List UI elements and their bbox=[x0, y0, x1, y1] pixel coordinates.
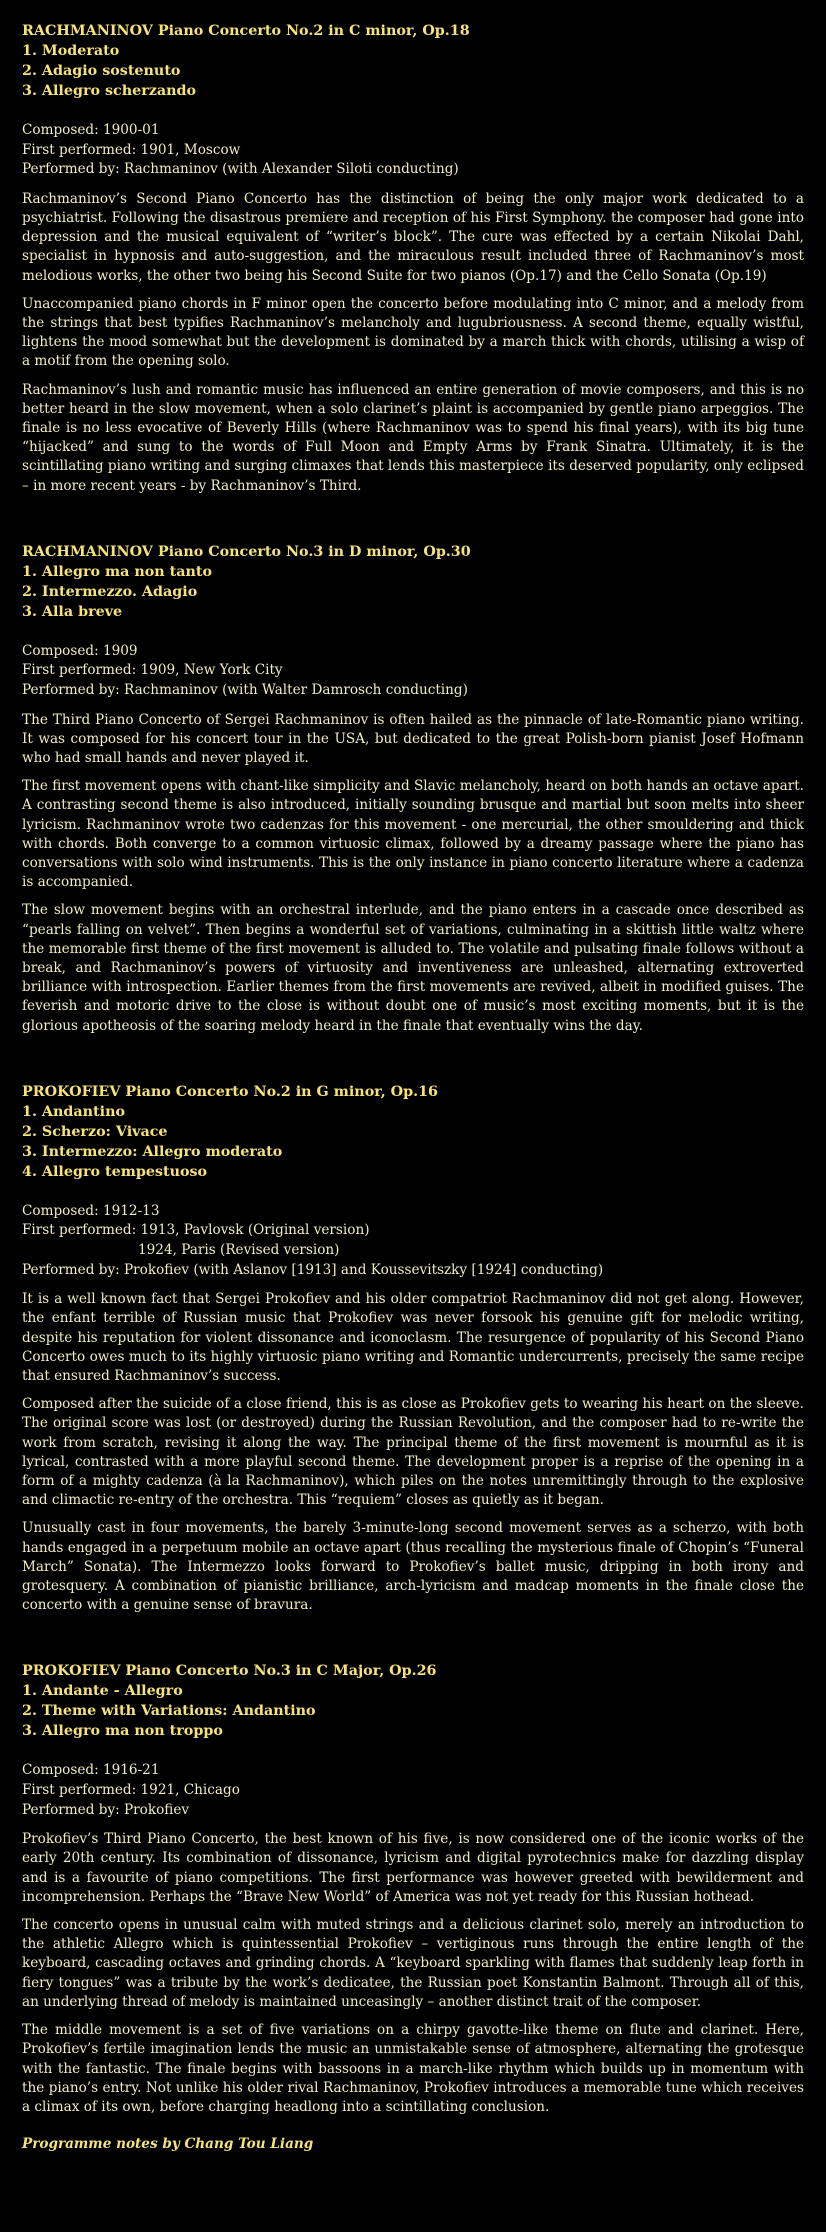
movement-item: 2. Theme with Variations: Andantino bbox=[22, 1703, 316, 1720]
composition-details bbox=[22, 1761, 804, 1820]
concerto-section bbox=[22, 542, 804, 1036]
movement-item: 2. Scherzo: Vivace bbox=[22, 1123, 168, 1140]
movement-item: 2. Intermezzo. Adagio bbox=[22, 583, 198, 600]
note-paragraph: The middle movement is a set of five variations on a chirpy gavotte-like theme on flute and clarinet. Here, Prokofiev’s fertile imagination lends the music an unmistakable sense of atmosphere, alternating the grotesque with the fantastic. The finale begins with bassoons in a march-like rhythm which builds up in momentum with the piano’s entry. Not unlike his older rival Rachmaninov, Prokofiev introduces a memorable tune which receives a climax of its own, before charging headlong into a scintillating conclusion. bbox=[22, 2022, 804, 2115]
movement-item: 3. Allegro ma non troppo bbox=[22, 1723, 223, 1740]
concerto-heading: RACHMANINOV Piano Concerto No.3 in D minor, Op.30 bbox=[22, 543, 471, 560]
composition-details bbox=[22, 1202, 804, 1280]
first-performed-line-revised: 1924, Paris (Revised version) bbox=[138, 1242, 340, 1259]
note-paragraph: Composed after the suicide of a close friend, this is as close as Prokofiev gets to wearing his heart on the sleeve. The original score was lost (or destroyed) during the Russian Revolution, and the composer had to re-write the work from scratch, revising it along the way. The principal theme of the first movement is mournful as it is lyrical, contrasted with a more playful second theme. The development proper is a reprise of the opening in a form of a mighty cadenza (à la Rachmaninov), which piles on the notes unremittingly through to the explosive and climactic re-entry of the orchestra. This “requiem” closes as quietly as it began. bbox=[22, 1396, 804, 1509]
note-paragraph: The first movement opens with chant-like simplicity and Slavic melancholy, heard on both hands an octave apart. A contrasting second theme is also introduced, initially sounding brusque and martial but soon melts into sheer lyricism. Rachmaninov wrote two cadenzas for this movement - one mercurial, the other smouldering and thick with chords. Both converge to a common virtuosic climax, followed by a dreamy passage where the piano has conversations with solo wind instruments. This is the only instance in piano concerto literature where a cadenza is accompanied. bbox=[22, 778, 804, 891]
performed-by-line: Performed by: Prokofiev (with Aslanov [1913] and Koussevitszky [1924] conducting) bbox=[22, 1261, 604, 1278]
composition-details bbox=[22, 121, 804, 180]
movement-item: 1. Moderato bbox=[22, 43, 120, 59]
concerto-section bbox=[22, 1082, 804, 1616]
note-paragraph: The Third Piano Concerto of Sergei Rachmaninov is often hailed as the pinnacle of late-Romantic piano writing. It was composed for his concert tour in the USA, but dedicated to the great Polish-born pianist Josef Hofmann who had small hands and never played it. bbox=[22, 711, 804, 767]
composition-details bbox=[22, 642, 804, 701]
concerto-section bbox=[22, 1661, 804, 2117]
note-paragraph: Rachmaninov’s Second Piano Concerto has the distinction of being the only major work dedicated to a psychiatrist. Following the disastrous premiere and reception of his First Symphony. the composer had gone into depression and the musical equivalent of “writer’s block”. The cure was effected by a certain Nikolai Dahl, specialist in hypnosis and auto-suggestion, and the miraculous result included three of Rachmaninov’s most melodious works, the other two being his Second Suite for two pianos (Op.17) and the Cello Sonata (Op.19) bbox=[22, 190, 804, 284]
concerto-heading: PROKOFIEV Piano Concerto No.2 in G minor, Op.16 bbox=[22, 1083, 439, 1100]
movement-item: 1. Allegro ma non tanto bbox=[22, 563, 213, 580]
concerto-heading: RACHMANINOV Piano Concerto No.2 in C minor, Op.18 bbox=[22, 23, 470, 39]
note-paragraph: Prokofiev’s Third Piano Concerto, the best known of his five, is now considered one of the iconic works of the early 20th century. Its combination of dissonance, lyricism and digital pyrotechnics make for dazzling display and is a favourite of piano competitions. The first performance was however greeted with bewilderment and incomprehension. Perhaps the “Brave New World” of America was not yet ready for this Russian hothead. bbox=[22, 1831, 804, 1905]
composed-line: Composed: 1916-21 bbox=[22, 1762, 160, 1779]
movement-item: 3. Allegro scherzando bbox=[22, 83, 197, 99]
note-paragraph: It is a well known fact that Sergei Prokofiev and his older compatriot Rachmaninov did not get along. However, the enfant terrible of Russian music that Prokofiev was never forsook his genuine gift for melodic writing, despite his reputation for violent dissonance and iconoclasm. The resurgence of popularity of his Second Piano Concerto owes much to its highly virtuosic piano writing and Romantic undercurrents, precisely the same recipe that ensured Rachmaninov’s success. bbox=[22, 1291, 804, 1385]
note-paragraph: Unusually cast in four movements, the barely 3-minute-long second movement serves as a scherzo, with both hands engaged in a perpetuum mobile an octave apart (thus recalling the mysterious finale of Chopin’s “Funeral March” Sonata). The Intermezzo looks forward to Prokofiev’s ballet music, dripping in both irony and grotesquery. A combination of pianistic brilliance, arch-lyricism and madcap moments in the finale close the concerto with a genuine sense of bravura. bbox=[22, 1520, 804, 1614]
composed-line: Composed: 1900-01 bbox=[22, 122, 160, 138]
performed-by-line: Performed by: Prokofiev bbox=[22, 1801, 190, 1818]
movement-item: 3. Alla breve bbox=[22, 603, 123, 620]
movement-item: 2. Adagio sostenuto bbox=[22, 63, 181, 79]
performed-by-line: Performed by: Rachmaninov (with Walter Damrosch conducting) bbox=[22, 682, 468, 699]
first-performed-line: First performed: 1913, Pavlovsk (Original version) bbox=[22, 1222, 370, 1239]
movement-item: 4. Allegro tempestuoso bbox=[22, 1163, 208, 1180]
movement-item: 3. Intermezzo: Allegro moderato bbox=[22, 1143, 283, 1160]
composed-line: Composed: 1912-13 bbox=[22, 1202, 160, 1219]
performed-by-line: Performed by: Rachmaninov (with Alexander Siloti conducting) bbox=[22, 161, 459, 178]
movement-item: 1. Andante - Allegro bbox=[22, 1683, 183, 1700]
note-paragraph: Rachmaninov’s lush and romantic music has influenced an entire generation of movie composers, and this is no better heard in the slow movement, when a solo clarinet’s plaint is accompanied by gentle piano arpeggios. The finale is no less evocative of Beverly Hills (where Rachmaninov was to spend his final years), with its big tune “hijacked” and sung to the words of Full Moon and Empty Arms by Frank Sinatra. Ultimately, it is the scintillating piano writing and surging climaxes that lends this masterpiece its deserved popularity, only eclipsed – in more recent years - by Rachmaninov’s Third. bbox=[22, 381, 804, 494]
first-performed-line: First performed: 1909, New York City bbox=[22, 662, 283, 679]
concerto-heading: PROKOFIEV Piano Concerto No.3 in C Major, Op.26 bbox=[22, 1663, 437, 1680]
first-performed-line: First performed: 1921, Chicago bbox=[22, 1782, 240, 1799]
concerto-section bbox=[22, 21, 804, 496]
programme-notes-credit: Programme notes by Chang Tou Liang bbox=[22, 2136, 314, 2153]
note-paragraph: The concerto opens in unusual calm with muted strings and a delicious clarinet solo, merely an introduction to the athletic Allegro which is quintessential Prokofiev – vertiginous runs through the entire length of the keyboard, cascading octaves and grinding chords. A “keyboard sparkling with flames that suddenly leap forth in fiery tongues” was a tribute by the work’s dedicatee, the Russian poet Konstantin Balmont. Through all of this, an underlying thread of melody is maintained unceasingly – another distinct trait of the composer. bbox=[22, 1917, 804, 2010]
movement-item: 1. Andantino bbox=[22, 1103, 126, 1120]
note-paragraph: The slow movement begins with an orchestral interlude, and the piano enters in a cascade once described as “pearls falling on velvet”. Then begins a wonderful set of variations, culminating in a skittish little waltz where the memorable first theme of the first movement is alluded to. The volatile and pulsating finale follows without a break, and Rachmaninov’s powers of virtuosity and inventiveness are unleashed, alternating extroverted brilliance with introspection. Earlier themes from the first movements are revived, albeit in modified guises. The feverish and motoric drive to the close is without doubt one of music’s most exciting moments, but it is the glorious apotheosis of the soaring melody heard in the finale that eventually wins the day. bbox=[22, 902, 804, 1034]
first-performed-line: First performed: 1901, Moscow bbox=[22, 141, 241, 158]
composed-line: Composed: 1909 bbox=[22, 642, 138, 659]
note-paragraph: Unaccompanied piano chords in F minor open the concerto before modulating into C minor, and a melody from the strings that best typifies Rachmaninov’s melancholy and lugubriousness. A second theme, equally wistful, lightens the mood somewhat but the development is dominated by a march thick with chords, utilising a wisp of a motif from the opening solo. bbox=[22, 295, 804, 370]
